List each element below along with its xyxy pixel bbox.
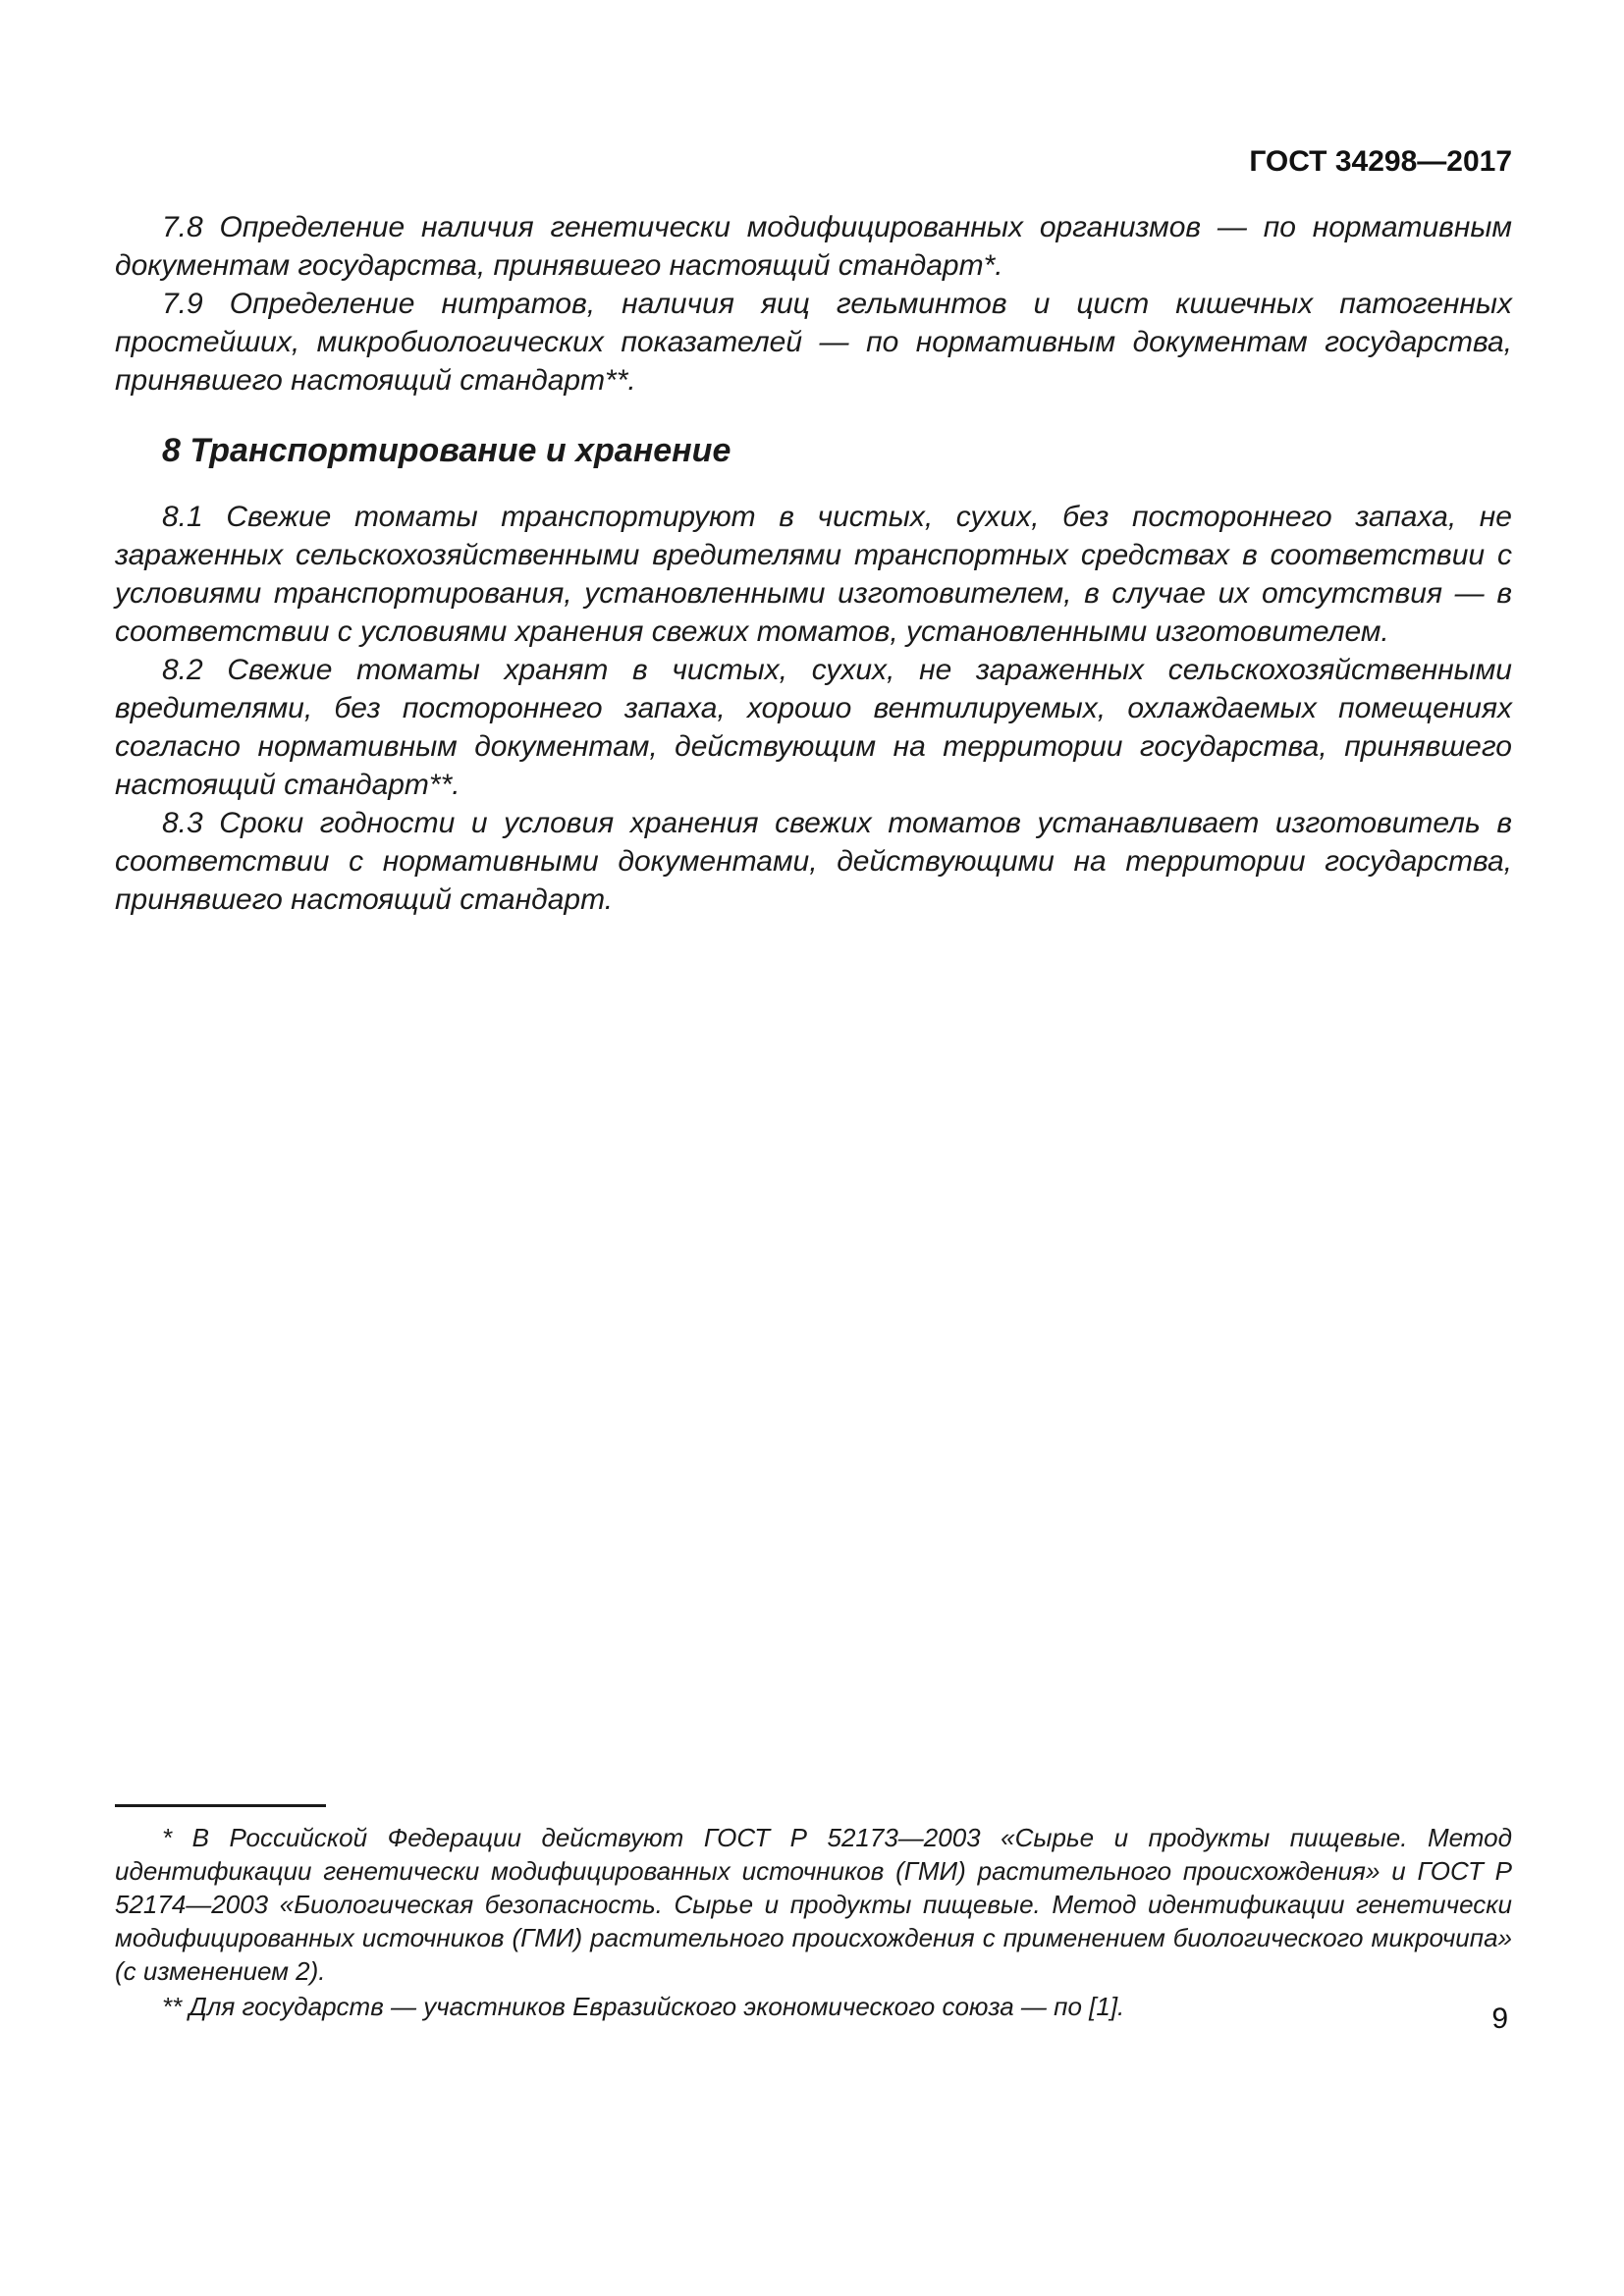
footnote-area <box>115 1804 1512 2023</box>
paragraph-7-8: 7.8 Определение наличия генетически модифицированных организмов — по нормативным документам государства, принявшего настоящий стандарт*. <box>115 211 1512 282</box>
document-code: ГОСТ 34298—2017 <box>1249 145 1512 178</box>
paragraph-8-2: 8.2 Свежие томаты хранят в чистых, сухих, не зараженных сельскохозяйственными вредителями, без постороннего запаха, хорошо вентилируемых, охлаждаемых помещениях согласно нормативным документам, действующим на территории государства, принявшего настоящий стандарт**. <box>115 654 1512 801</box>
paragraph-7-9: 7.9 Определение нитратов, наличия яиц гельминтов и цист кишечных патогенных простейших, микробиологических показателей — по нормативным документам государства, принявшего настоящий стандарт**. <box>115 288 1512 397</box>
footnote-2: ** Для государств — участников Евразийского экономического союза — по [1]. <box>162 1992 1125 2021</box>
paragraph-8-3: 8.3 Сроки годности и условия хранения свежих томатов устанавливает изготовитель в соответствии с нормативными документами, действующими на территории государства, принявшего настоящий стандарт. <box>115 807 1512 916</box>
document-body <box>115 208 1512 919</box>
paragraph-8-1: 8.1 Свежие томаты транспортируют в чистых, сухих, без постороннего запаха, не зараженных сельскохозяйственными вредителями транспортных средствах в соответствии с условиями транспортирования, установленными изготовителем, в случае их отсутствия — в соответствии с условиями хранения свежих томатов, установленными изготовителем. <box>115 501 1512 648</box>
page-number: 9 <box>1491 2002 1508 2035</box>
page-header <box>115 145 1512 179</box>
section-8-title: 8 Транспортирование и хранение <box>162 432 731 469</box>
footnote-separator <box>115 1804 326 1807</box>
footnote-1: * В Российской Федерации действуют ГОСТ Р 52173—2003 «Сырье и продукты пищевые. Метод идентификации генетически модифицированных источников (ГМИ) растительного происхождения» и ГОСТ Р 52174—2003 «Биологическая безопасность. Сырье и продукты пищевые. Метод идентификации генетически модифицированных источников (ГМИ) растительного происхождения с применением биологического микрочипа» (с изменением 2). <box>115 1823 1512 1986</box>
